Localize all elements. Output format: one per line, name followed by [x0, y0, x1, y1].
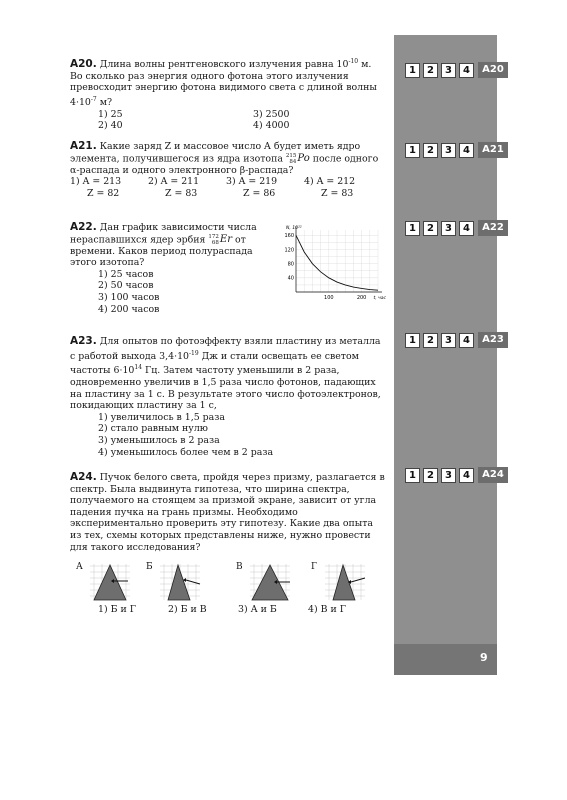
answer-box-1[interactable]: 1	[405, 221, 420, 236]
option-3[interactable]: 3) А и Б	[238, 604, 277, 615]
answer-box-2[interactable]: 2	[423, 468, 438, 483]
answer-box-4[interactable]: 4	[459, 468, 474, 483]
decay-chart	[278, 222, 388, 304]
answer-options	[70, 176, 385, 199]
option-4[interactable]: 4) В и Г	[308, 604, 346, 615]
question-a22	[70, 222, 275, 315]
question-a21	[70, 141, 385, 199]
answer-bar-a20	[405, 62, 508, 78]
answer-box-4[interactable]: 4	[459, 221, 474, 236]
answer-bar-label: A21	[478, 142, 508, 158]
page-number: 9	[480, 651, 488, 664]
answer-box-3[interactable]: 3	[441, 143, 456, 158]
answer-box-3[interactable]: 3	[441, 221, 456, 236]
prism-b	[156, 562, 204, 602]
prism-a	[86, 562, 134, 602]
y-axis-label: N, 10²²	[286, 226, 302, 231]
y-tick-label: 120	[284, 247, 294, 254]
option-2[interactable]: 2) 50 часов	[98, 280, 154, 292]
answer-options	[70, 269, 275, 315]
question-a24	[70, 472, 385, 553]
answer-box-3[interactable]: 3	[441, 468, 456, 483]
answer-bar-a21	[405, 142, 508, 158]
option-3[interactable]: 3) A = 219 Z = 86	[226, 176, 278, 199]
y-tick-label: 80	[287, 261, 294, 268]
prism-label-g: Г	[311, 562, 317, 572]
prism-g	[321, 562, 369, 602]
answer-box-1[interactable]: 1	[405, 468, 420, 483]
y-tick-label: 160	[284, 233, 294, 240]
answer-options	[70, 412, 385, 458]
option-2[interactable]: 2) Б и В	[168, 604, 207, 615]
answer-bar-label: A20	[478, 62, 508, 78]
prism-label-a: А	[76, 562, 83, 572]
prism-label-b: Б	[146, 562, 153, 572]
option-3[interactable]: 3) 2500	[253, 108, 290, 120]
option-4[interactable]: 4) 4000	[253, 120, 290, 132]
option-4[interactable]: 4) уменьшилось более чем в 2 раза	[98, 446, 274, 458]
option-2[interactable]: 2) A = 211 Z = 83	[148, 176, 200, 199]
option-1[interactable]: 1) 25 часов	[98, 268, 154, 280]
question-text: A23. Для опытов по фотоэффекту взяли пластину из металла с работой выхода $3,4\cdot 10^{-19}$ Дж и стали освещать ее светом частоты $6\cdot 10^{14}$ Гц. Затем частоту уменьшили в 2 раза, одновременно увеличив в 1,5 раза число фотонов, падающих на пластину за 1 с. В результате этого число фотоэлектронов, покидающих пластину за 1 с,	[70, 335, 381, 412]
option-3[interactable]: 3) уменьшилось в 2 раза	[98, 435, 220, 446]
answer-options-a24	[98, 604, 388, 615]
option-1[interactable]: 1) увеличилось в 1,5 раза	[98, 411, 225, 423]
question-number: A23.	[70, 335, 97, 347]
y-tick-label: 40	[287, 275, 294, 282]
answer-bar-label: A24	[478, 467, 508, 483]
option-4[interactable]: 4) 200 часов	[98, 303, 160, 315]
answer-box-4[interactable]: 4	[459, 333, 474, 348]
answer-box-2[interactable]: 2	[423, 333, 438, 348]
question-text: A22. Дан график зависимости числа нераспавшихся ядер эрбия 172 68 Er от времени. Каков период полураспада этого изотопа?	[70, 221, 257, 269]
x-tick-label: 200	[356, 295, 367, 301]
answer-bar-a23	[405, 332, 508, 348]
answer-bar-a22	[405, 220, 508, 236]
answer-box-2[interactable]: 2	[423, 221, 438, 236]
x-tick-label: 100	[324, 295, 334, 301]
answer-bar-label: A23	[478, 332, 508, 348]
answer-box-2[interactable]: 2	[423, 63, 438, 78]
answer-box-4[interactable]: 4	[459, 143, 474, 158]
option-1[interactable]: 1) A = 213 Z = 82	[70, 176, 122, 199]
isotope-er: 172 68 Er	[208, 233, 233, 246]
question-text: A20. Длина волны рентгеновского излучения равна $10^{-10}$ м. Во сколько раз энергия одного фотона этого излучения превосходит энергию фотона видимого света с длиной волны $4\cdot 10^{-7}$ м?	[70, 58, 377, 109]
isotope-po: 215 84 Po	[285, 152, 310, 165]
question-number: A20.	[70, 58, 97, 71]
answer-box-1[interactable]: 1	[405, 143, 420, 158]
question-text: A21. Какие заряд Z и массовое число A будет иметь ядро элемента, получившегося из ядра изотопа 215 84 Po после одного α-распада и одного электронного β-распада?	[70, 140, 379, 176]
answer-box-1[interactable]: 1	[405, 333, 420, 348]
answer-box-3[interactable]: 3	[441, 333, 456, 348]
x-axis-label: t, час	[373, 296, 386, 301]
question-number: A21.	[70, 140, 97, 152]
option-4[interactable]: 4) A = 212 Z = 83	[304, 176, 356, 199]
question-number: A24.	[70, 471, 97, 483]
answer-box-3[interactable]: 3	[441, 63, 456, 78]
question-a20	[70, 56, 385, 132]
answer-box-2[interactable]: 2	[423, 143, 438, 158]
option-2[interactable]: 2) стало равным нулю	[98, 423, 208, 435]
option-1[interactable]: 1) 25	[98, 108, 123, 120]
prism-label-v: В	[236, 562, 243, 572]
option-2[interactable]: 2) 40	[98, 120, 123, 132]
answer-bar-label: A22	[478, 220, 508, 236]
question-text: A24. Пучок белого света, пройдя через призму, разлагается в спектр. Была выдвинута гипотеза, что ширина спектра, получаемого на стоящем за призмой экране, зависит от угла падения пучка на грань призмы. Необходимо экспериментально проверить эту гипотезу. Какие два опыта из тех, схемы которых представлены ниже, нужно провести для такого исследования?	[70, 471, 385, 553]
answer-box-1[interactable]: 1	[405, 63, 420, 78]
option-1[interactable]: 1) Б и Г	[98, 604, 136, 615]
prism-diagrams	[76, 562, 396, 602]
answer-box-4[interactable]: 4	[459, 63, 474, 78]
answer-options	[70, 109, 385, 132]
answer-bar-a24	[405, 467, 508, 483]
answer-sidebar	[394, 35, 497, 675]
prism-v	[246, 562, 294, 602]
option-3[interactable]: 3) 100 часов	[98, 292, 160, 304]
question-number: A22.	[70, 221, 97, 233]
question-a23	[70, 336, 385, 458]
